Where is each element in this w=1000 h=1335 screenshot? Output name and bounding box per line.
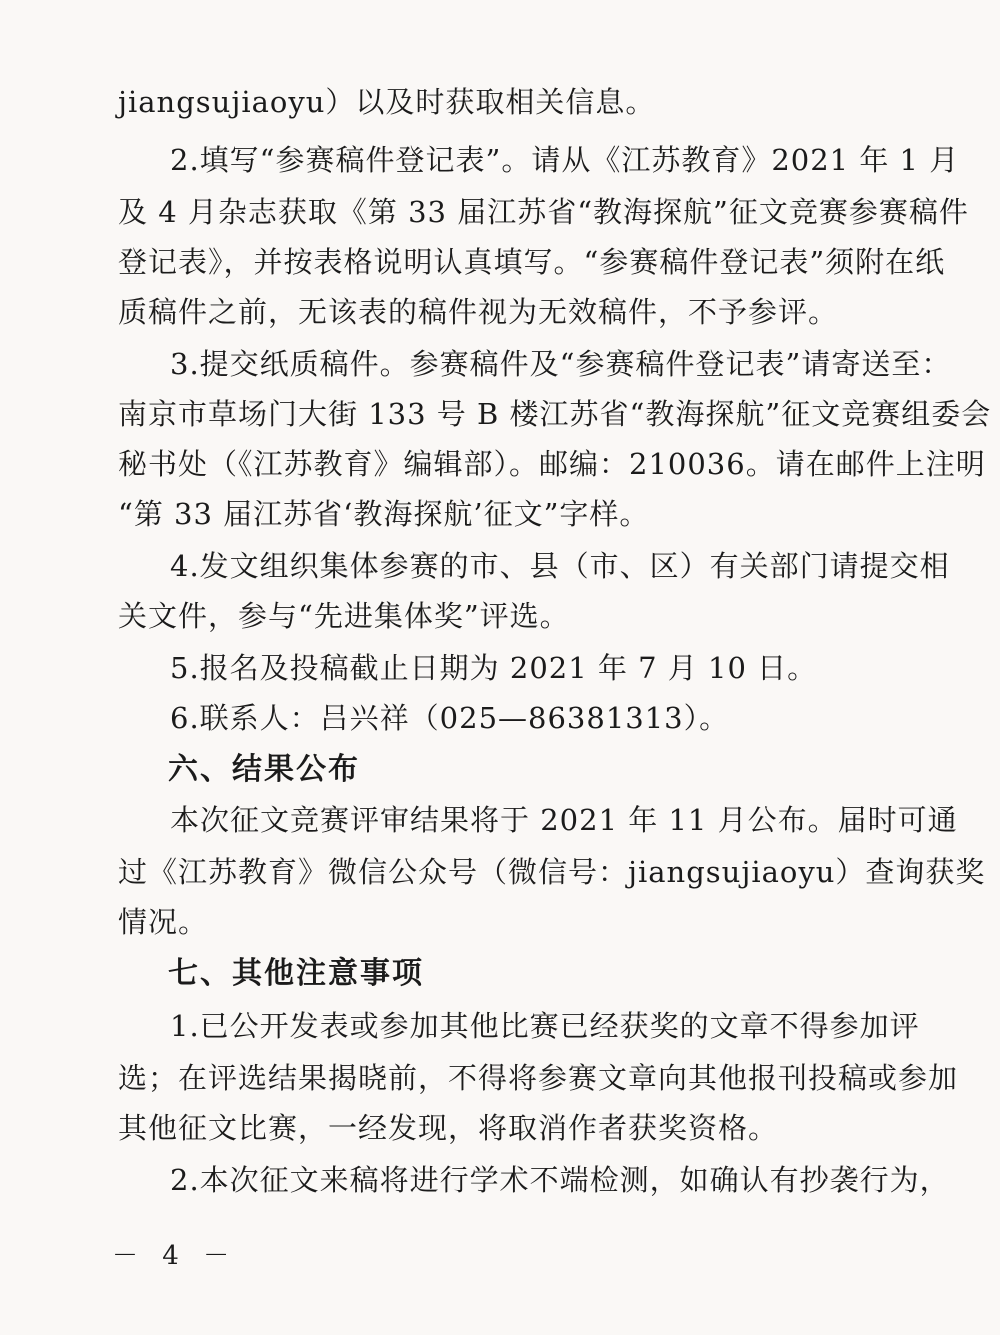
text-line: 5.报名及投稿截止日期为 2021 年 7 月 10 日。 <box>170 651 818 685</box>
text-line: 情况。 <box>118 905 209 939</box>
text-line: 及 4 月杂志获取《第 33 届江苏省“教海探航”征文竞赛参赛稿件 <box>118 195 969 229</box>
text-line: 2.本次征文来稿将进行学术不端检测，如确认有抄袭行为， <box>170 1163 950 1197</box>
text-line: 6.联系人：吕兴祥（025—86381313）。 <box>170 701 730 735</box>
text-line: 秘书处（《江苏教育》编辑部）。邮编：210036。请在邮件上注明 <box>118 447 986 481</box>
text-line: 3.提交纸质稿件。参赛稿件及“参赛稿件登记表”请寄送至： <box>170 347 952 381</box>
text-line: 关文件，参与“先进集体奖”评选。 <box>118 599 570 633</box>
text-line: 1.已公开发表或参加其他比赛已经获奖的文章不得参加评 <box>170 1009 920 1043</box>
section-heading-notes: 七、其他注意事项 <box>168 956 424 991</box>
section-heading-results: 六、结果公布 <box>168 752 360 787</box>
text-line: 过《江苏教育》微信公众号（微信号：jiangsujiaoyu）查询获奖 <box>118 855 986 889</box>
page-number: － 4 － <box>112 1241 238 1271</box>
text-line: 选；在评选结果揭晓前，不得将参赛文章向其他报刊投稿或参加 <box>118 1061 959 1095</box>
text-line: 登记表》，并按表格说明认真填写。“参赛稿件登记表”须附在纸 <box>118 245 946 279</box>
text-line: 2.填写“参赛稿件登记表”。请从《江苏教育》2021 年 1 月 <box>170 143 960 177</box>
text-line: “第 33 届江苏省‘教海探航’征文”字样。 <box>118 497 650 531</box>
text-line: 4.发文组织集体参赛的市、县（市、区）有关部门请提交相 <box>170 549 950 583</box>
text-line: 质稿件之前，无该表的稿件视为无效稿件，不予参评。 <box>118 295 839 329</box>
text-line: 南京市草场门大街 133 号 B 楼江苏省“教海探航”征文竞赛组委会 <box>118 397 992 431</box>
text-line: jiangsujiaoyu）以及时获取相关信息。 <box>118 85 656 119</box>
text-line: 本次征文竞赛评审结果将于 2021 年 11 月公布。届时可通 <box>170 803 958 837</box>
text-line: 其他征文比赛，一经发现，将取消作者获奖资格。 <box>118 1111 779 1145</box>
